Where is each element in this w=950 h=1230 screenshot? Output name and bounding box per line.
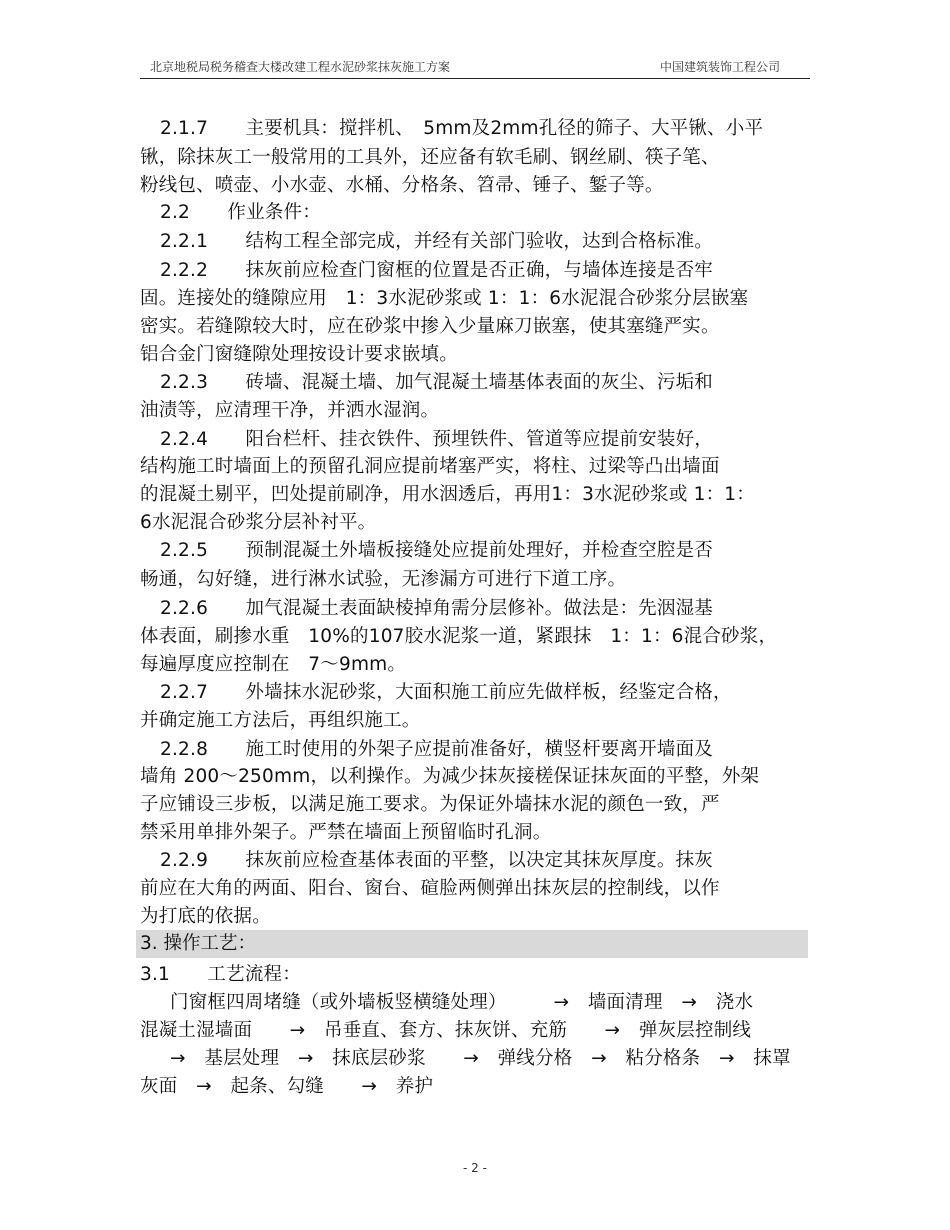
text-line: 锹，除抹灰工一般常用的工具外，还应备有软毛刷、钢丝刷、筷子笔、 [140,147,720,168]
text-line: 油渍等，应清理干净，并洒水湿润。 [140,400,440,421]
text-line: 前应在大角的两面、阳台、窗台、碹脸两侧弹出抹灰层的控制线，以作 [140,878,720,899]
text-line: → 基层处理 → 抹底层砂浆 → 弹线分格 → 粘分格条 → 抹罩 [170,1048,791,1069]
text-line: 灰面 → 起条、勾缝 → 养护 [140,1076,434,1097]
text-line: 固。连接处的缝隙应用 1：3水泥砂浆或 1：1：6水泥混合砂浆分层嵌塞 [140,288,749,309]
text-line: 2.2.7 外墙抹水泥砂浆，大面积施工前应先做样板，经鉴定合格， [160,682,732,703]
text-line: 子应铺设三步板，以满足施工要求。为保证外墙抹水泥的颜色一致，严 [140,794,720,815]
text-line: 2.2.4 阳台栏杆、挂衣铁件、预埋铁件、管道等应提前安装好， [160,429,713,450]
text-line: 的混凝土剔平，凹处提前刷净，用水洇透后，再用1：3水泥砂浆或 1：1： [140,484,755,505]
text-line: 2.2.2 抹灰前应检查门窗框的位置是否正确，与墙体连接是否牢 [160,260,713,281]
text-line: 门窗框四周堵缝（或外墙板竖横缝处理） → 墙面清理 → 浇水 [170,992,754,1013]
text-line: 混凝土湿墙面 → 吊垂直、套方、抹灰饼、充筋 → 弹灰层控制线 [140,1020,752,1041]
text-line: 2.2.9 抹灰前应检查基体表面的平整，以决定其抹灰厚度。抹灰 [160,850,713,871]
header-company: 中国建筑装饰工程公司 [659,60,780,74]
text-line: 2.2.3 砖墙、混凝土墙、加气混凝土墙基体表面的灰尘、污垢和 [160,372,713,393]
text-line: 每遍厚度应控制在 7～9mm。 [140,654,407,675]
text-line: 禁采用单排外架子。严禁在墙面上预留临时孔洞。 [140,822,552,843]
section-heading-bar [136,930,808,958]
text-line: 并确定施工方法后，再组织施工。 [140,710,421,731]
text-line: 2.2.6 加气混凝土表面缺棱掉角需分层修补。做法是：先洇湿基 [160,598,713,619]
text-line: 畅通，勾好缝，进行淋水试验，无渗漏方可进行下道工序。 [140,569,627,590]
text-line: 墙角 200～250mm，以利操作。为减少抹灰接槎保证抹灰面的平整，外架 [140,766,760,787]
text-line: 2.1.7 主要机具：搅拌机、 5mm及2mm孔径的筛子、大平锹、小平 [160,118,764,139]
text-line: 密实。若缝隙较大时，应在砂浆中掺入少量麻刀嵌塞，使其塞缝严实。 [140,316,720,337]
section-title: 3. 操作工艺： [140,933,257,954]
text-line: 2.2.5 预制混凝土外墙板接缝处应提前处理好，并检查空腔是否 [160,540,713,561]
header-title: 北京地税局税务稽查大楼改建工程水泥砂浆抹灰施工方案 [150,60,451,74]
text-line: 2.2.8 施工时使用的外架子应提前准备好，横竖杆要离开墙面及 [160,739,713,760]
page-number: - 2 - [463,1161,487,1175]
text-line: 2.2 作业条件： [160,202,321,223]
text-line: 2.2.1 结构工程全部完成，并经有关部门验收，达到合格标准。 [160,231,713,252]
text-line: 铝合金门窗缝隙处理按设计要求嵌填。 [140,344,458,365]
text-line: 6水泥混合砂浆分层补衬平。 [140,512,377,533]
text-line: 粉线包、喷壶、小水壶、水桶、分格条、笤帚、锤子、錾子等。 [140,175,664,196]
page-header [140,56,810,79]
text-line: 为打底的依据。 [140,906,271,927]
text-line: 体表面，刷掺水重 10%的107胶水泥浆一道，紧跟抹 1：1：6混合砂浆， [140,626,778,647]
text-line: 结构施工时墙面上的预留孔洞应提前堵塞严实，将柱、过梁等凸出墙面 [140,456,720,477]
text-line: 3.1 工艺流程： [140,964,301,985]
